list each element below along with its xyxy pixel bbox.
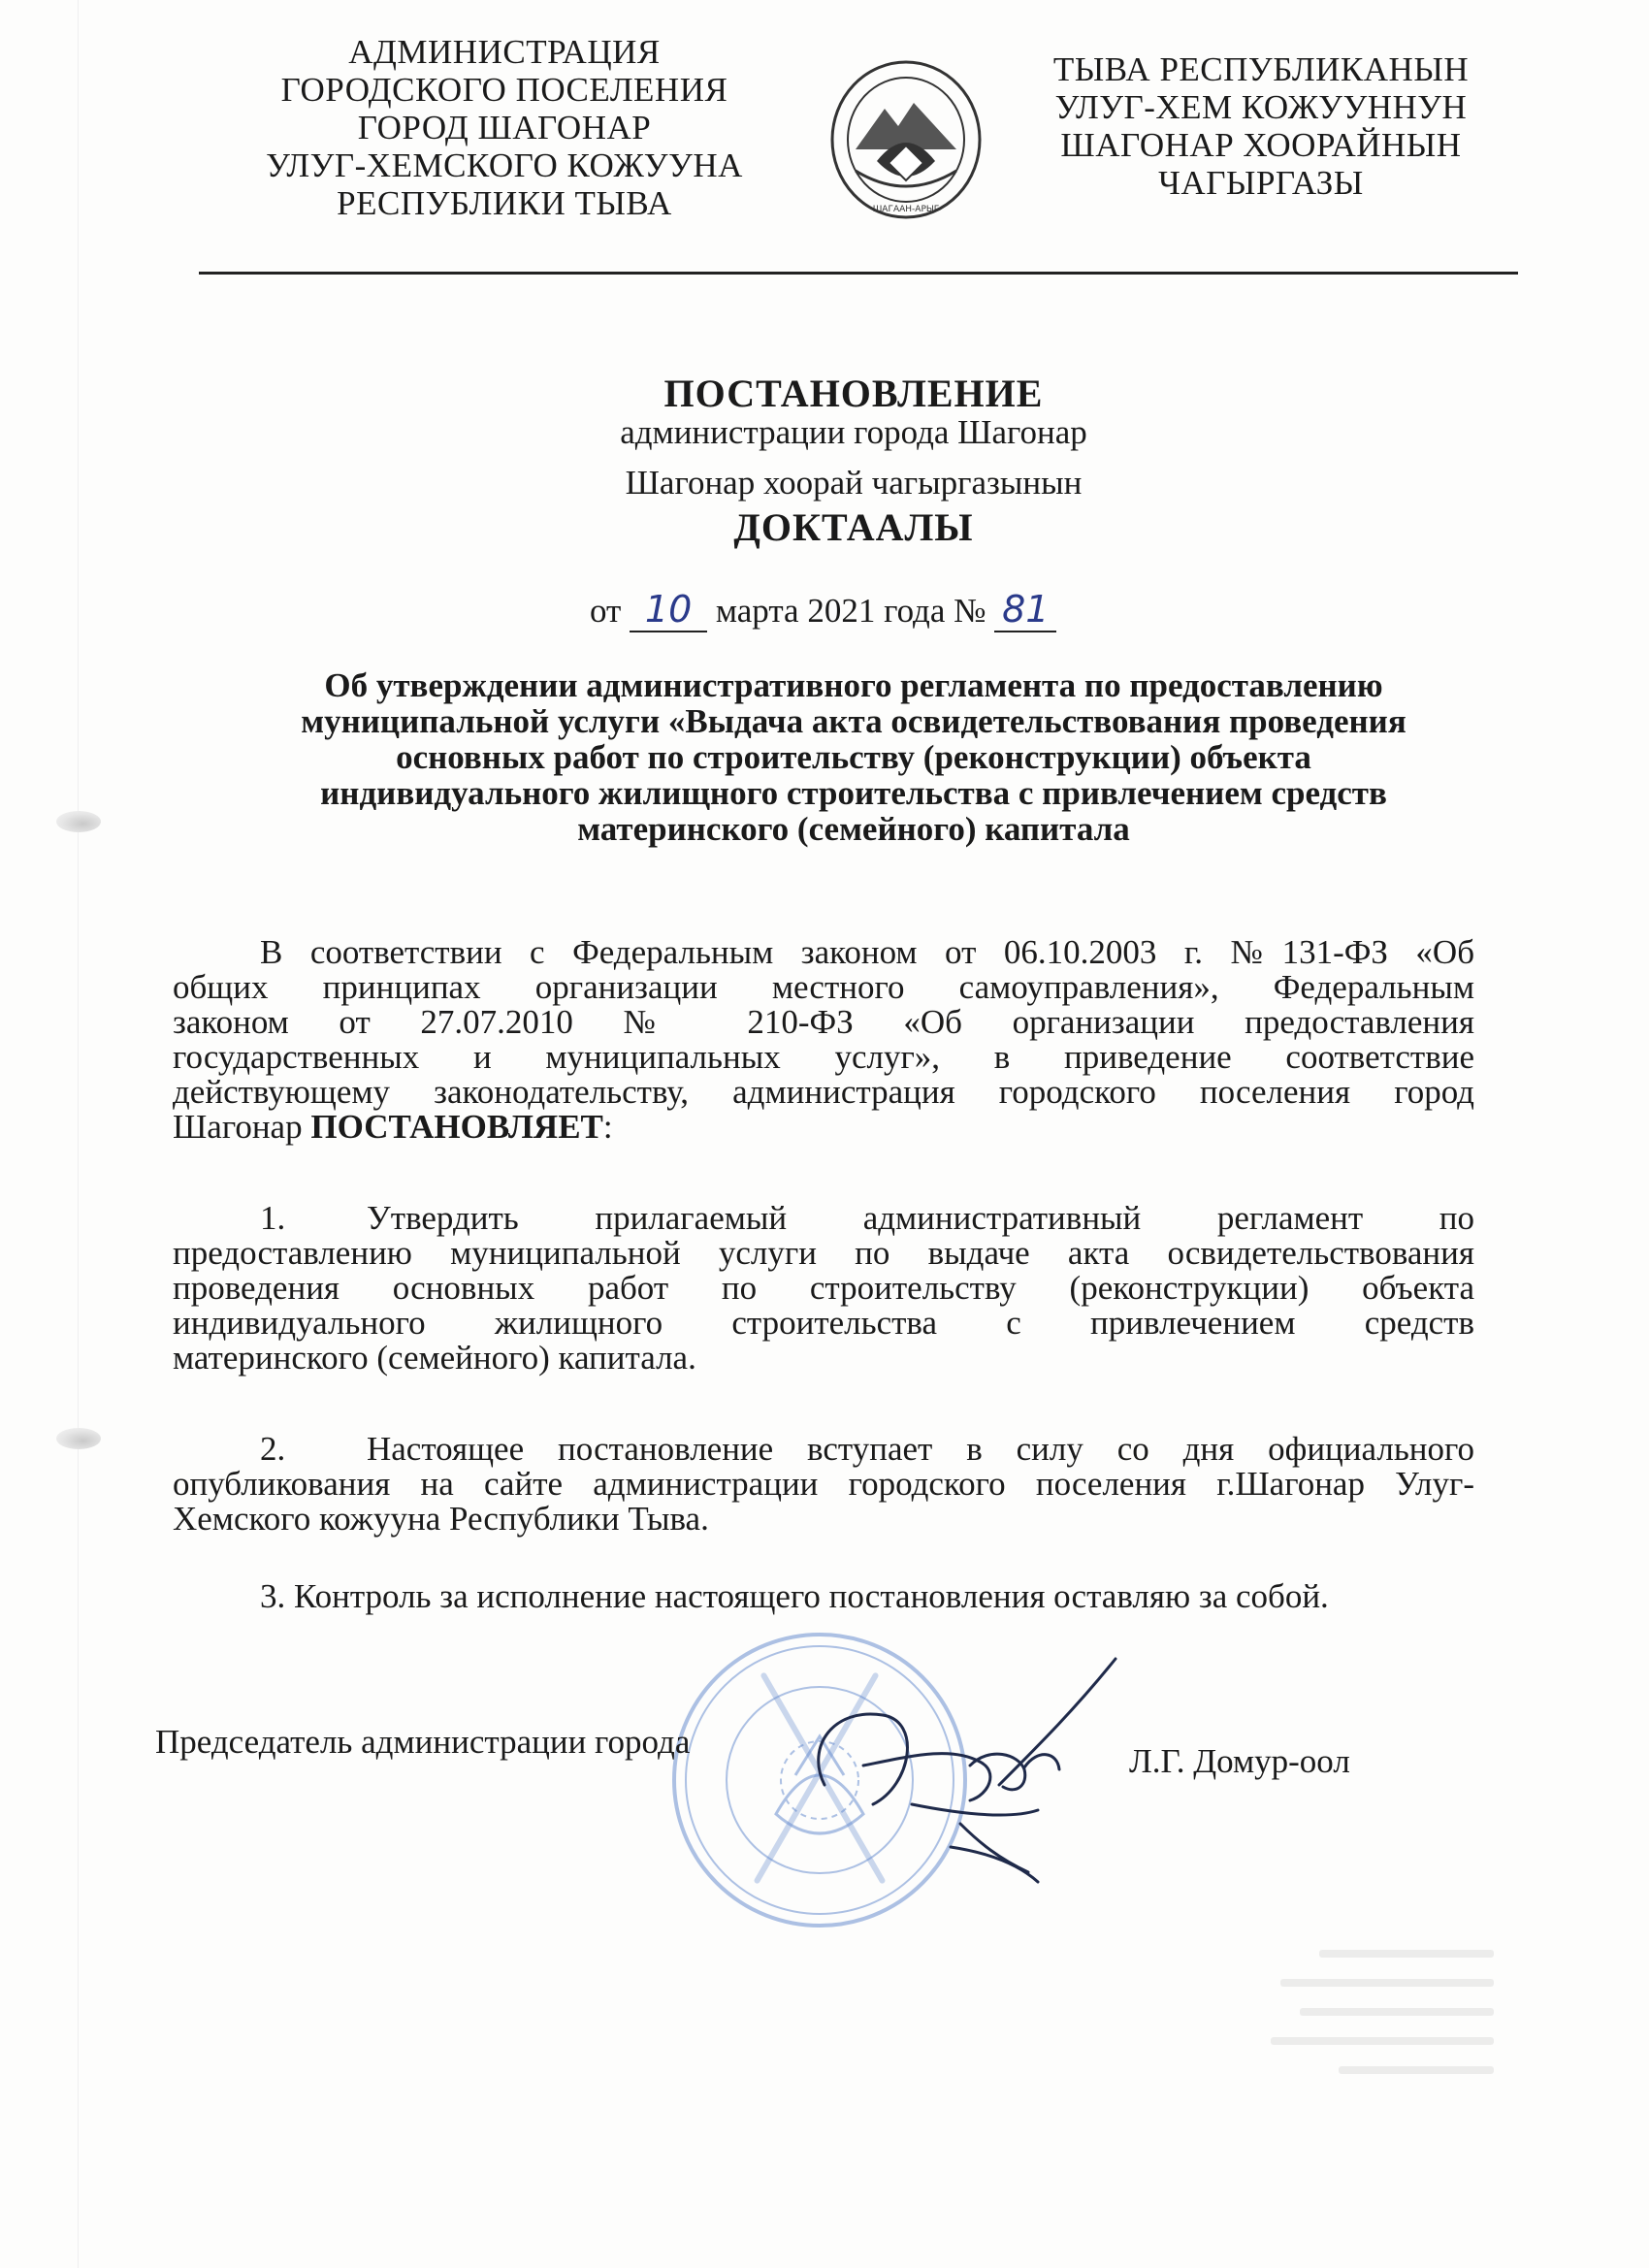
handwritten-signature-icon: [795, 1639, 1145, 1892]
body-line: законом от 27.07.2010 № 210-ФЗ «Об организации предоставления: [173, 1003, 1474, 1041]
header-right-line: ТЫВА РЕСПУБЛИКАНЫН: [1052, 50, 1470, 88]
body-line: [173, 1201, 1474, 1236]
item-number: 2.: [260, 1430, 286, 1468]
subject-line: материнского (семейного) капитала: [577, 810, 1130, 848]
document-type-title-tyv: ДОКТААЛЫ: [733, 505, 974, 549]
punch-hole-top: [56, 811, 101, 832]
svg-text:ШАГААН-АРЫГ: ШАГААН-АРЫГ: [872, 205, 940, 214]
signatory-role: Председатель администрации города: [155, 1723, 691, 1761]
date-month-year: марта 2021 года №: [715, 592, 986, 630]
body-line: общих принципах организации местного самоуправления», Федеральным: [173, 968, 1474, 1006]
body-line: [173, 1432, 1474, 1467]
preamble-paragraph: [173, 935, 1474, 1145]
issuing-organization-tyv: Шагонар хоорай чагыргазынын: [625, 464, 1083, 502]
body-line: В соответствии с Федеральным законом от 06.10.2003 г. №131-ФЗ «Об: [260, 933, 1474, 971]
body-text: Шагонар: [173, 1108, 311, 1146]
date-prefix: от: [590, 592, 622, 630]
header-left-line: РЕСПУБЛИКИ ТЫВА: [337, 184, 672, 222]
punch-hole-bottom: [56, 1428, 101, 1449]
subject-line: муниципальной услуги «Выдача акта освидетельствования проведения: [301, 702, 1406, 740]
body-line: государственных и муниципальных услуг», в приведение соответствие: [173, 1038, 1474, 1076]
body-line: опубликования на сайте администрации городского поселения г.Шагонар Улуг-: [173, 1465, 1474, 1503]
header-right-line: УЛУГ-ХЕМ КОЖУУННУН: [1054, 88, 1468, 126]
subject-line: основных работ по строительству (реконструкции) объекта: [396, 738, 1311, 776]
body-line: материнского (семейного) капитала.: [173, 1339, 696, 1377]
subject-line: Об утверждении административного регламента по предоставлению: [324, 666, 1383, 704]
body-line: Хемского кожууна Республики Тыва.: [173, 1500, 709, 1538]
signatory-name: Л.Г. Домур-оол: [1129, 1742, 1350, 1780]
body-line: проведения основных работ по строительству (реконструкции) объекта: [173, 1269, 1474, 1307]
body-line: предоставлению муниципальной услуги по выдаче акта освидетельствования: [173, 1234, 1474, 1272]
header-right-line: ЧАГЫРГАЗЫ: [1158, 164, 1364, 202]
resolution-item-1: [173, 1201, 1474, 1376]
item-number: 1.: [260, 1199, 286, 1237]
body-line: 3. Контроль за исполнение настоящего постановления оставляю за собой.: [260, 1577, 1329, 1615]
body-line: индивидуального жилищного строительства с привлечением средств: [173, 1304, 1474, 1342]
body-text: :: [602, 1108, 613, 1146]
header-left-line: ГОРОД ШАГОНАР: [357, 109, 652, 146]
header-left-block: [252, 33, 757, 222]
subject-line: индивидуального жилищного строительства с привлечением средств: [320, 774, 1387, 812]
header-left-line: УЛУГ-ХЕМСКОГО КОЖУУНА: [266, 146, 743, 184]
bleed-through-text-artifact: [1261, 1940, 1504, 2095]
document-type-title: ПОСТАНОВЛЕНИЕ: [663, 372, 1044, 415]
header-right-line: ШАГОНАР ХООРАЙНЫН: [1060, 126, 1462, 164]
body-line: действующему законодательству, администрация городского поселения город: [173, 1073, 1474, 1111]
date-day-handwritten: 10: [630, 588, 707, 632]
coat-of-arms-emblem-icon: [826, 56, 986, 223]
document-number-handwritten: 81: [994, 588, 1056, 632]
date-number-line: [590, 588, 1056, 632]
body-line: [173, 1110, 1474, 1145]
scan-edge-line: [78, 0, 79, 2268]
header-left-line: ГОРОДСКОГО ПОСЕЛЕНИЯ: [280, 71, 728, 109]
body-text: Утвердить прилагаемый административный регламент по: [367, 1199, 1474, 1237]
resolution-item-2: [173, 1432, 1474, 1537]
header-divider: [199, 272, 1518, 275]
header-right-block: [1038, 50, 1484, 202]
body-text: Настоящее постановление вступает в силу со дня официального: [367, 1430, 1474, 1468]
document-subject: [213, 667, 1494, 847]
issuing-organization-ru: администрации города Шагонар: [620, 413, 1087, 451]
resolves-keyword: ПОСТАНОВЛЯЕТ: [310, 1108, 603, 1146]
header-left-line: АДМИНИСТРАЦИЯ: [348, 33, 661, 71]
resolution-item-3: [173, 1579, 1474, 1614]
